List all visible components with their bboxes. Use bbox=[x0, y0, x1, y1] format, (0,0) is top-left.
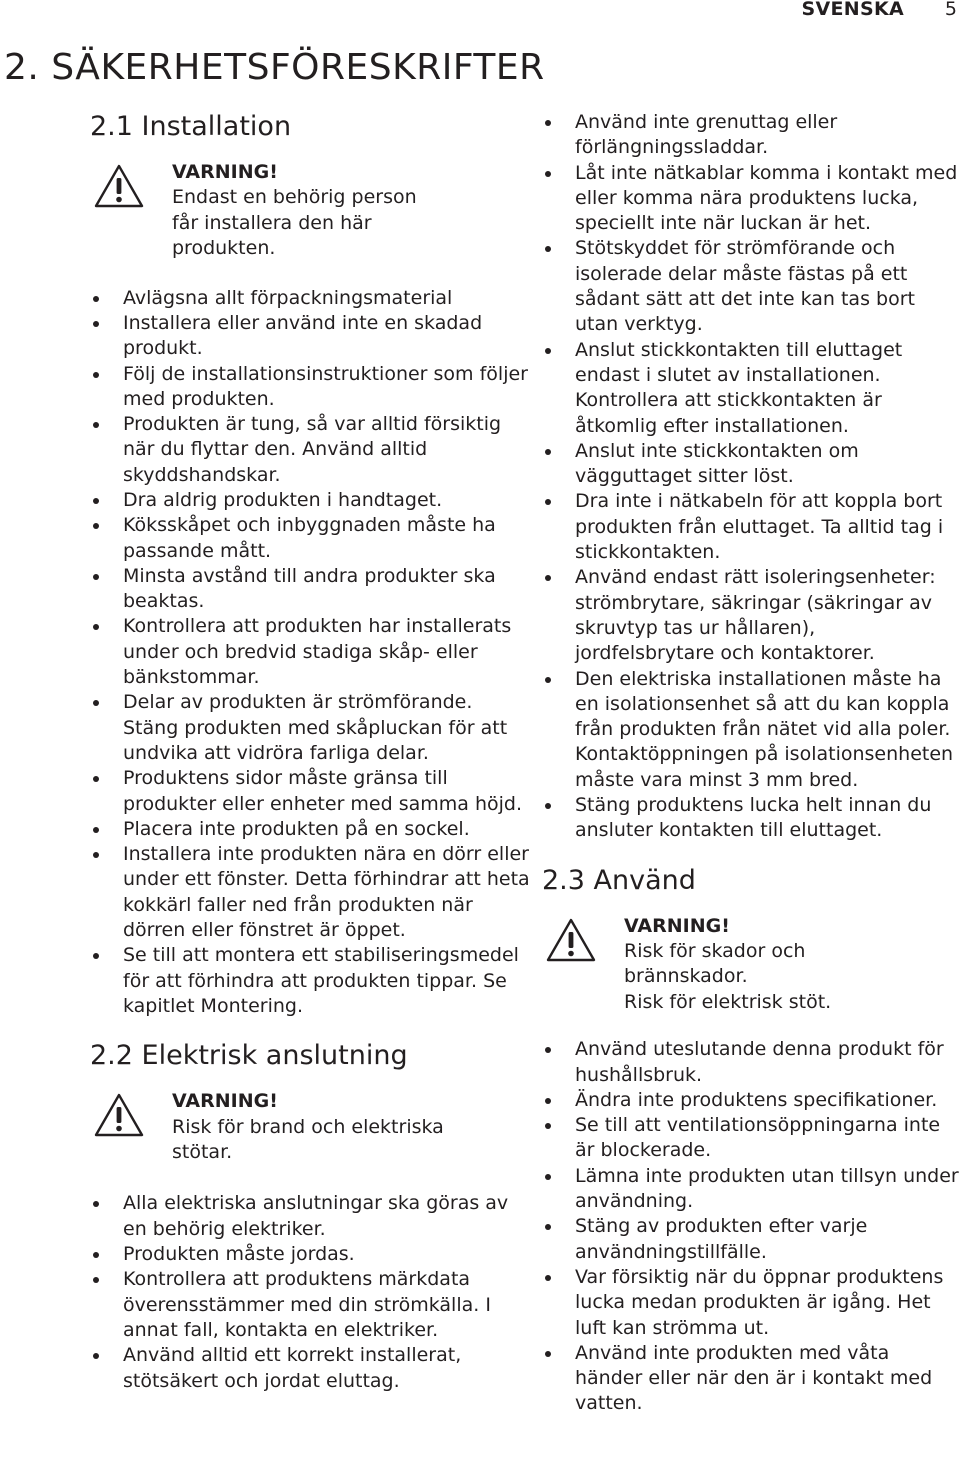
list-item: Använd inte grenuttag eller förlängningssladdar. bbox=[542, 110, 960, 161]
electrical-list bbox=[90, 1191, 530, 1393]
warning-box-electrical bbox=[90, 1089, 530, 1165]
list-item: Den elektriska installationen måste ha en isolationsenhet så att du kan koppla från produkten från nätet vid alla poler. Kontaktöppningen på isolationsenheten måste vara minst 3 mm bred. bbox=[542, 667, 960, 793]
warning-text-line: Risk för skador och bbox=[624, 940, 806, 963]
list-item: Se till att montera ett stabiliseringsmedel för att förhindra att produkten tippar. Se kapitlet Montering. bbox=[90, 943, 530, 1019]
right-column bbox=[542, 110, 960, 1417]
list-item: Dra inte i nätkabeln för att koppla bort produkten från eluttaget. Ta alltid tag i stickkontakten. bbox=[542, 489, 960, 565]
list-item: Dra aldrig produkten i handtaget. bbox=[90, 488, 530, 513]
list-item: Alla elektriska anslutningar ska göras av en behörig elektriker. bbox=[90, 1191, 530, 1242]
warning-text-line: produkten. bbox=[172, 237, 276, 260]
section-heading-use: 2.3 Använd bbox=[542, 864, 696, 896]
header-language: SVENSKA bbox=[801, 0, 904, 20]
warning-title: VARNING! bbox=[172, 161, 278, 183]
list-item: Anslut stickkontakten till eluttaget endast i slutet av installationen. Kontrollera att stickkontakten är åtkomlig efter installationen. bbox=[542, 338, 960, 439]
list-item: Ändra inte produktens specifikationer. bbox=[542, 1088, 960, 1113]
warning-triangle-icon bbox=[94, 1093, 144, 1137]
list-item: Köksskåpet och inbyggnaden måste ha passande mått. bbox=[90, 513, 530, 564]
warning-text-line: stötar. bbox=[172, 1141, 233, 1164]
section-heading-installation: 2.1 Installation bbox=[90, 111, 292, 142]
list-item: Använd uteslutande denna produkt för hushållsbruk. bbox=[542, 1037, 960, 1088]
list-item: Var försiktig när du öppnar produktens lucka medan produkten är igång. Het luft kan strömma ut. bbox=[542, 1265, 960, 1341]
page-title: 2. SÄKERHETSFÖRESKRIFTER bbox=[4, 47, 545, 88]
list-item: Använd inte produkten med våta händer eller när den är i kontakt med vatten. bbox=[542, 1341, 960, 1417]
warning-text-line: Risk för brand och elektriska bbox=[172, 1115, 444, 1138]
electrical-list-continued bbox=[542, 110, 960, 844]
list-item: Följ de installationsinstruktioner som följer med produkten. bbox=[90, 362, 530, 413]
list-item: Använd endast rätt isoleringsenheter: strömbrytare, säkringar (säkringar av skruvtyp tas ur hållaren), jordfelsbrytare och kontaktorer. bbox=[542, 565, 960, 666]
page-number: 5 bbox=[944, 0, 957, 20]
list-item: Produkten måste jordas. bbox=[90, 1242, 530, 1267]
warning-text-line: brännskador. bbox=[624, 965, 748, 988]
list-item: Produkten är tung, så var alltid försiktig när du flyttar den. Använd alltid skyddshandskar. bbox=[90, 412, 530, 488]
list-item: Lämna inte produkten utan tillsyn under användning. bbox=[542, 1164, 960, 1215]
warning-text-line: får installera den här bbox=[172, 211, 372, 234]
list-item: Låt inte nätkablar komma i kontakt med eller komma nära produktens lucka, speciellt inte när luckan är het. bbox=[542, 161, 960, 237]
warning-triangle-icon bbox=[94, 164, 144, 208]
list-item: Stäng av produkten efter varje användningstillfälle. bbox=[542, 1214, 960, 1265]
list-item: Kontrollera att produkten har installerats under och bredvid stadiga skåp- eller bänkstommar. bbox=[90, 614, 530, 690]
list-item: Delar av produkten är strömförande. Stäng produkten med skåpluckan för att undvika att vidröra farliga delar. bbox=[90, 690, 530, 766]
list-item: Se till att ventilationsöppningarna inte är blockerade. bbox=[542, 1113, 960, 1164]
installation-list bbox=[90, 286, 530, 1020]
warning-title: VARNING! bbox=[172, 1090, 278, 1113]
use-list bbox=[542, 1037, 960, 1416]
list-item: Stötskyddet för strömförande och isolerade delar måste fästas på ett sådant sätt att det inte kan tas bort utan verktyg. bbox=[542, 236, 960, 337]
list-item: Installera eller använd inte en skadad produkt. bbox=[90, 311, 530, 362]
list-item: Produktens sidor måste gränsa till produkter eller enheter med samma höjd. bbox=[90, 766, 530, 817]
warning-text-line: Endast en behörig person bbox=[172, 186, 417, 209]
warning-box-use bbox=[542, 914, 960, 1016]
list-item: Avlägsna allt förpackningsmaterial bbox=[90, 286, 530, 311]
list-item: Stäng produktens lucka helt innan du ansluter kontakten till eluttaget. bbox=[542, 793, 960, 844]
list-item: Använd alltid ett korrekt installerat, stötsäkert och jordat eluttag. bbox=[90, 1343, 530, 1394]
list-item: Minsta avstånd till andra produkter ska beaktas. bbox=[90, 564, 530, 615]
warning-title: VARNING! bbox=[624, 914, 730, 937]
list-item: Anslut inte stickkontakten om vägguttaget sitter löst. bbox=[542, 439, 960, 490]
list-item: Kontrollera att produktens märkdata överensstämmer med din strömkälla. I annat fall, kontakta en elektriker. bbox=[90, 1267, 530, 1343]
warning-box-installation bbox=[90, 160, 530, 262]
section-heading-electrical: 2.2 Elektrisk anslutning bbox=[90, 1040, 408, 1072]
left-column bbox=[90, 110, 530, 1394]
list-item: Placera inte produkten på en sockel. bbox=[90, 817, 530, 842]
list-item: Installera inte produkten nära en dörr eller under ett fönster. Detta förhindrar att heta kokkärl faller ned från produkten när dörren eller fönstret är öppet. bbox=[90, 842, 530, 943]
warning-text-line: Risk för elektrisk stöt. bbox=[624, 990, 832, 1013]
warning-triangle-icon bbox=[546, 918, 596, 962]
